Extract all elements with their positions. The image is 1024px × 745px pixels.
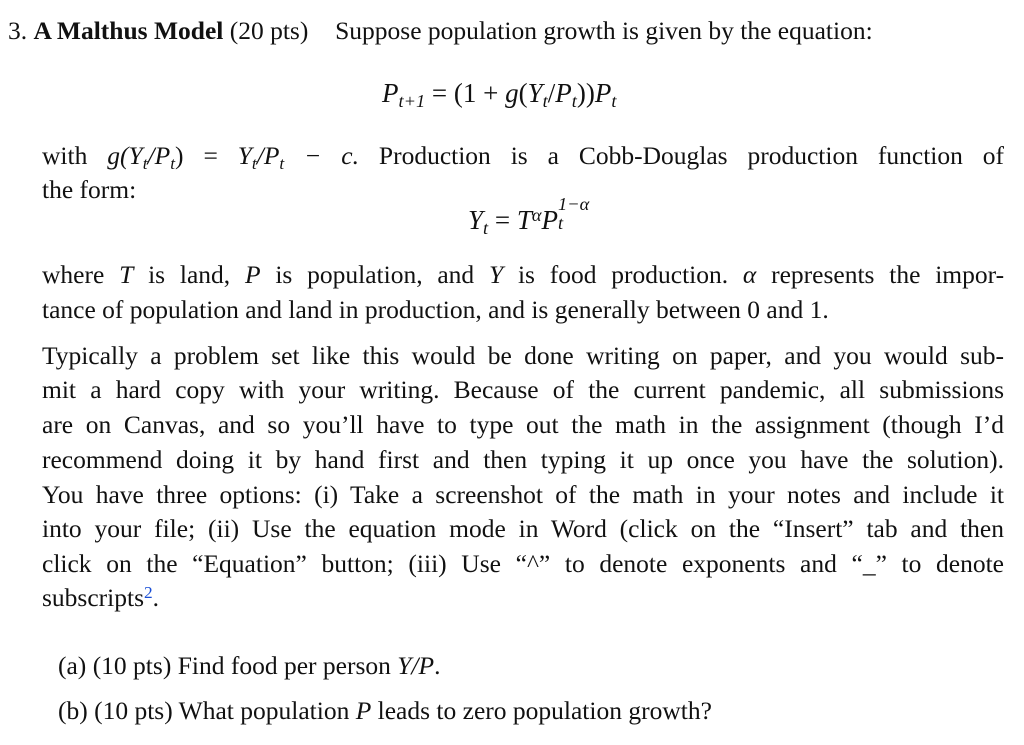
instructions-line-1: Typically a problem set like this would be done writing on paper, and you would sub- <box>42 341 1004 370</box>
problem-title: A Malthus Model <box>33 16 224 45</box>
instructions-line-6: into your file; (ii) Use the equation mode in Word (click on the “Insert” tab and then <box>42 514 1004 543</box>
instructions-line-8: subscripts$^2$. <box>42 583 160 612</box>
problem-intro: Suppose population growth is given by the equation: <box>335 16 873 45</box>
problem-points: (20 pts) <box>229 16 309 45</box>
instructions-line-4: recommend doing it by hand first and then typing it up once you have the solution). <box>42 445 1004 474</box>
part-b: (b) (10 pts) What population P leads to zero population growth? <box>58 696 712 725</box>
part-points: (10 pts) <box>92 651 172 680</box>
instructions-line-7: click on the “Equation” button; (iii) Use “^” to denote exponents and “_” to denote <box>42 549 1004 578</box>
growth-equation: $P_{t+1} = (1 + g(Y_t/P_t))P_t$ <box>382 78 617 112</box>
part-points: (10 pts) <box>94 696 173 725</box>
alpha-line: tance of population and land in production, and is generally between 0 and 1. <box>42 295 829 324</box>
part-label: (a) <box>58 651 87 680</box>
footnote-link[interactable]: 2 <box>144 583 153 603</box>
problem-number: 3. <box>8 16 28 45</box>
variables-line: where T is land, P is population, and Y is food production. α represents the impor- <box>42 260 1005 289</box>
form-line: the form: <box>42 175 137 204</box>
part-label: (b) <box>58 696 88 725</box>
instructions-line-5: You have three options: (i) Take a screenshot of the math in your notes and include it <box>42 480 1004 509</box>
instructions-line-2: mit a hard copy with your writing. Because of the current pandemic, all submissions <box>42 375 1004 404</box>
part-a: (a) (10 pts) Find food per person Y/P. <box>58 651 441 680</box>
instructions-line-3: are on Canvas, and so you’ll have to type out the math in the assignment (though I’d <box>42 410 1004 439</box>
problem-heading <box>8 18 873 44</box>
production-equation: $Y_t = T^\alpha P$ 1−α t <box>468 194 590 239</box>
growth-definition-line: with $g(Y_t/P_t) = Y_t/P_t - c$. Production is a Cobb-Douglas production function of <box>42 141 1005 173</box>
